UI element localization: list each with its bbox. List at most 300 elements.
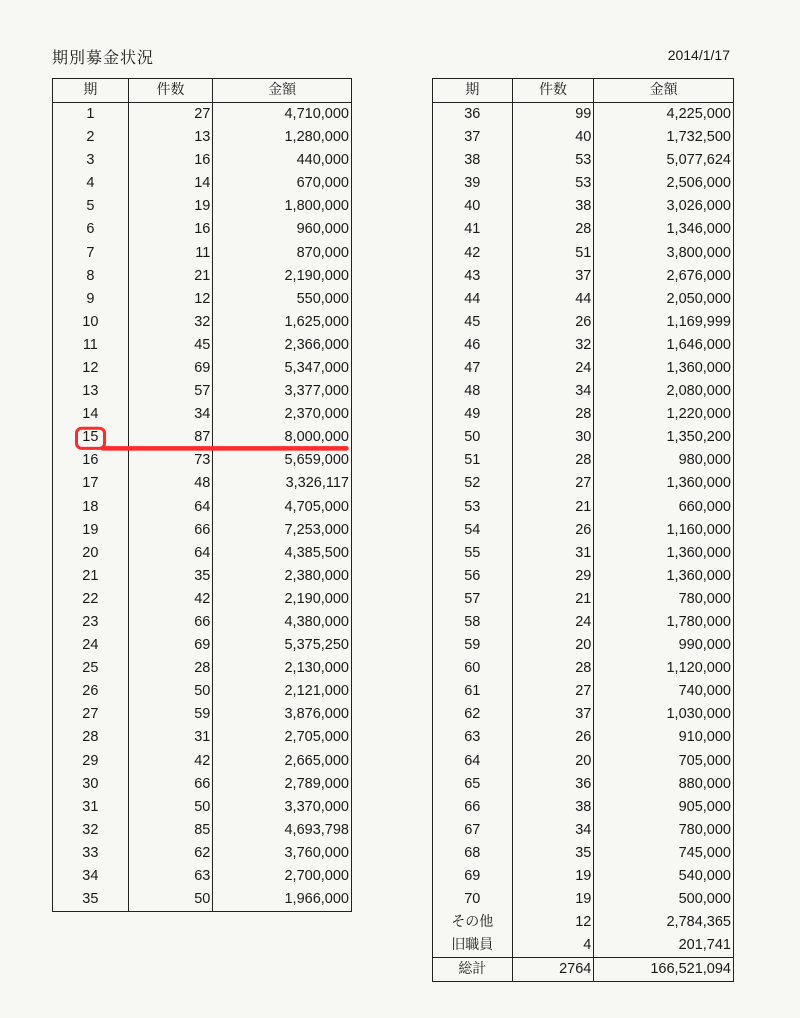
table-row [53, 126, 352, 149]
count-cell: 19 [128, 195, 213, 218]
count-cell: 64 [128, 496, 213, 519]
amount-cell: 960,000 [213, 218, 352, 241]
period-cell: 26 [53, 680, 129, 703]
count-cell: 99 [512, 103, 594, 127]
amount-cell: 780,000 [594, 819, 734, 842]
count-cell: 38 [512, 195, 594, 218]
table-row [53, 842, 352, 865]
count-cell: 19 [512, 865, 594, 888]
period-cell: 33 [53, 842, 129, 865]
amount-cell: 880,000 [594, 773, 734, 796]
amount-cell: 1,346,000 [594, 218, 734, 241]
period-cell: 61 [433, 680, 513, 703]
period-cell: 22 [53, 588, 129, 611]
document-date: 2014/1/17 [667, 47, 730, 63]
total-count: 2764 [512, 958, 594, 982]
amount-cell: 980,000 [594, 449, 734, 472]
count-cell: 50 [128, 796, 213, 819]
count-cell: 29 [512, 565, 594, 588]
count-cell: 53 [512, 172, 594, 195]
amount-cell: 3,876,000 [213, 703, 352, 726]
period-cell: 40 [433, 195, 513, 218]
table-row [433, 611, 734, 634]
count-cell: 51 [512, 241, 594, 264]
column-header-count: 件数 [128, 79, 213, 103]
count-cell: 53 [512, 149, 594, 172]
count-cell: 59 [128, 703, 213, 726]
amount-cell: 1,220,000 [594, 403, 734, 426]
amount-cell: 2,130,000 [213, 657, 352, 680]
count-cell: 28 [512, 218, 594, 241]
table-row [433, 680, 734, 703]
amount-cell: 1,732,500 [594, 126, 734, 149]
period-cell: 3 [53, 149, 129, 172]
table-row [433, 565, 734, 588]
count-cell: 28 [512, 449, 594, 472]
count-cell: 28 [512, 403, 594, 426]
count-cell: 37 [512, 265, 594, 288]
period-cell: 53 [433, 496, 513, 519]
amount-cell: 4,693,798 [213, 819, 352, 842]
total-row [433, 958, 734, 982]
count-cell: 32 [512, 334, 594, 357]
table-row [433, 426, 734, 449]
amount-cell: 4,705,000 [213, 496, 352, 519]
table-row [53, 403, 352, 426]
amount-cell: 540,000 [594, 865, 734, 888]
amount-cell: 2,700,000 [213, 865, 352, 888]
period-cell: 30 [53, 773, 129, 796]
count-cell: 13 [128, 126, 213, 149]
count-cell: 19 [512, 888, 594, 911]
period-cell: 21 [53, 565, 129, 588]
count-cell: 42 [128, 750, 213, 773]
amount-cell: 1,966,000 [213, 888, 352, 912]
period-cell: 64 [433, 750, 513, 773]
amount-cell: 1,625,000 [213, 311, 352, 334]
column-header-amount: 金額 [213, 79, 352, 103]
amount-cell: 2,676,000 [594, 265, 734, 288]
amount-cell: 660,000 [594, 496, 734, 519]
amount-cell: 3,026,000 [594, 195, 734, 218]
table-row [433, 634, 734, 657]
period-cell: 59 [433, 634, 513, 657]
period-cell: 46 [433, 334, 513, 357]
count-cell: 38 [512, 796, 594, 819]
table-row [53, 357, 352, 380]
amount-cell: 4,710,000 [213, 103, 352, 127]
amount-cell: 2,784,365 [594, 911, 734, 934]
amount-cell: 2,050,000 [594, 288, 734, 311]
amount-cell: 2,366,000 [213, 334, 352, 357]
table-row [53, 565, 352, 588]
period-cell: 67 [433, 819, 513, 842]
count-cell: 69 [128, 634, 213, 657]
period-cell: 4 [53, 172, 129, 195]
count-cell: 24 [512, 611, 594, 634]
table-row [433, 357, 734, 380]
count-cell: 45 [128, 334, 213, 357]
amount-cell: 5,347,000 [213, 357, 352, 380]
table-row [433, 103, 734, 127]
table-row [433, 865, 734, 888]
period-cell: 8 [53, 265, 129, 288]
period-cell: 42 [433, 241, 513, 264]
count-cell: 28 [128, 657, 213, 680]
count-cell: 85 [128, 819, 213, 842]
period-cell: 12 [53, 357, 129, 380]
table-row [433, 911, 734, 934]
period-cell: 62 [433, 703, 513, 726]
count-cell: 48 [128, 472, 213, 495]
table-row [433, 796, 734, 819]
table-row [433, 842, 734, 865]
amount-cell: 1,646,000 [594, 334, 734, 357]
amount-cell: 1,360,000 [594, 472, 734, 495]
table-row [53, 726, 352, 749]
amount-cell: 3,326,117 [213, 472, 352, 495]
table-row [433, 334, 734, 357]
amount-cell: 670,000 [213, 172, 352, 195]
period-cell: 56 [433, 565, 513, 588]
table-row [433, 819, 734, 842]
count-cell: 34 [128, 403, 213, 426]
table-row [53, 519, 352, 542]
table-row [53, 634, 352, 657]
period-cell: 34 [53, 865, 129, 888]
count-cell: 44 [512, 288, 594, 311]
period-cell: 2 [53, 126, 129, 149]
amount-cell: 1,169,999 [594, 311, 734, 334]
page-title: 期別募金状況 [52, 48, 155, 67]
table-row [53, 888, 352, 912]
count-cell: 35 [128, 565, 213, 588]
count-cell: 36 [512, 773, 594, 796]
table-row [53, 796, 352, 819]
amount-cell: 1,800,000 [213, 195, 352, 218]
amount-cell: 705,000 [594, 750, 734, 773]
count-cell: 57 [128, 380, 213, 403]
amount-cell: 201,741 [594, 934, 734, 958]
amount-cell: 2,506,000 [594, 172, 734, 195]
period-cell: 50 [433, 426, 513, 449]
period-cell: 6 [53, 218, 129, 241]
period-cell: 19 [53, 519, 129, 542]
column-header-period: 期 [53, 79, 129, 103]
amount-cell: 1,360,000 [594, 565, 734, 588]
amount-cell: 905,000 [594, 796, 734, 819]
period-cell: 旧職員 [433, 934, 513, 958]
table-row [433, 888, 734, 911]
table-row [53, 773, 352, 796]
period-cell: 24 [53, 634, 129, 657]
amount-cell: 4,380,000 [213, 611, 352, 634]
amount-cell: 1,780,000 [594, 611, 734, 634]
period-cell: 58 [433, 611, 513, 634]
count-cell: 30 [512, 426, 594, 449]
amount-cell: 7,253,000 [213, 519, 352, 542]
period-cell: 66 [433, 796, 513, 819]
count-cell: 73 [128, 449, 213, 472]
amount-cell: 2,370,000 [213, 403, 352, 426]
table-row [433, 126, 734, 149]
period-cell: 43 [433, 265, 513, 288]
count-cell: 27 [512, 472, 594, 495]
period-cell: 68 [433, 842, 513, 865]
table-row [433, 588, 734, 611]
amount-cell: 5,077,624 [594, 149, 734, 172]
table-row [433, 472, 734, 495]
count-cell: 21 [512, 588, 594, 611]
table-row [433, 241, 734, 264]
count-cell: 20 [512, 750, 594, 773]
amount-cell: 2,121,000 [213, 680, 352, 703]
count-cell: 62 [128, 842, 213, 865]
count-cell: 63 [128, 865, 213, 888]
table-row [53, 449, 352, 472]
table-row [53, 172, 352, 195]
table-row [53, 472, 352, 495]
count-cell: 11 [128, 241, 213, 264]
period-cell: 49 [433, 403, 513, 426]
count-cell: 50 [128, 680, 213, 703]
count-cell: 27 [128, 103, 213, 127]
amount-cell: 550,000 [213, 288, 352, 311]
table-row [433, 496, 734, 519]
period-cell: 31 [53, 796, 129, 819]
amount-cell: 2,380,000 [213, 565, 352, 588]
period-cell: 57 [433, 588, 513, 611]
period-cell: 15 [53, 426, 129, 449]
table-row [53, 657, 352, 680]
amount-cell: 2,705,000 [213, 726, 352, 749]
amount-cell: 2,665,000 [213, 750, 352, 773]
amount-cell: 3,800,000 [594, 241, 734, 264]
period-cell: 37 [433, 126, 513, 149]
count-cell: 40 [512, 126, 594, 149]
period-cell: 47 [433, 357, 513, 380]
table-row [53, 611, 352, 634]
amount-cell: 1,360,000 [594, 542, 734, 565]
table-row [433, 750, 734, 773]
table-row [433, 449, 734, 472]
period-cell: 63 [433, 726, 513, 749]
table-row [53, 103, 352, 127]
table-row [433, 380, 734, 403]
table-row [53, 680, 352, 703]
amount-cell: 740,000 [594, 680, 734, 703]
period-cell: 55 [433, 542, 513, 565]
total-amount: 166,521,094 [594, 958, 734, 982]
period-cell: 38 [433, 149, 513, 172]
amount-cell: 2,789,000 [213, 773, 352, 796]
count-cell: 50 [128, 888, 213, 912]
table-row [433, 311, 734, 334]
period-cell: 45 [433, 311, 513, 334]
table-row [433, 265, 734, 288]
table-row [433, 149, 734, 172]
count-cell: 69 [128, 357, 213, 380]
period-cell: 20 [53, 542, 129, 565]
amount-cell: 780,000 [594, 588, 734, 611]
table-row [433, 172, 734, 195]
count-cell: 31 [128, 726, 213, 749]
count-cell: 32 [128, 311, 213, 334]
count-cell: 64 [128, 542, 213, 565]
amount-cell: 2,080,000 [594, 380, 734, 403]
count-cell: 28 [512, 657, 594, 680]
period-cell: 70 [433, 888, 513, 911]
period-cell: 9 [53, 288, 129, 311]
count-cell: 14 [128, 172, 213, 195]
table-row [53, 195, 352, 218]
table-row [53, 218, 352, 241]
table-row [433, 657, 734, 680]
table-row [433, 703, 734, 726]
count-cell: 35 [512, 842, 594, 865]
count-cell: 66 [128, 773, 213, 796]
period-cell: 54 [433, 519, 513, 542]
period-cell: 52 [433, 472, 513, 495]
amount-cell: 440,000 [213, 149, 352, 172]
period-cell: 44 [433, 288, 513, 311]
period-cell: 11 [53, 334, 129, 357]
amount-cell: 870,000 [213, 241, 352, 264]
period-cell: 36 [433, 103, 513, 127]
period-cell: 7 [53, 241, 129, 264]
period-cell: 14 [53, 403, 129, 426]
period-cell: 25 [53, 657, 129, 680]
amount-cell: 4,385,500 [213, 542, 352, 565]
period-cell: 1 [53, 103, 129, 127]
count-cell: 66 [128, 519, 213, 542]
amount-cell: 910,000 [594, 726, 734, 749]
count-cell: 12 [512, 911, 594, 934]
table-row [53, 819, 352, 842]
table-row [433, 195, 734, 218]
count-cell: 27 [512, 680, 594, 703]
amount-cell: 1,120,000 [594, 657, 734, 680]
table-row [53, 426, 352, 449]
amount-cell: 1,030,000 [594, 703, 734, 726]
count-cell: 31 [512, 542, 594, 565]
table-row [53, 865, 352, 888]
amount-cell: 1,280,000 [213, 126, 352, 149]
table-row [53, 311, 352, 334]
count-cell: 12 [128, 288, 213, 311]
amount-cell: 1,350,200 [594, 426, 734, 449]
count-cell: 21 [512, 496, 594, 519]
table-row [433, 934, 734, 958]
table-row [433, 519, 734, 542]
count-cell: 26 [512, 519, 594, 542]
amount-cell: 8,000,000 [213, 426, 352, 449]
table-row [53, 703, 352, 726]
amount-cell: 3,370,000 [213, 796, 352, 819]
period-cell: 16 [53, 449, 129, 472]
count-cell: 42 [128, 588, 213, 611]
period-cell: 13 [53, 380, 129, 403]
column-header-count: 件数 [512, 79, 594, 103]
table-row [53, 542, 352, 565]
count-cell: 4 [512, 934, 594, 958]
count-cell: 16 [128, 149, 213, 172]
amount-cell: 2,190,000 [213, 588, 352, 611]
period-cell: 32 [53, 819, 129, 842]
count-cell: 34 [512, 380, 594, 403]
amount-cell: 1,160,000 [594, 519, 734, 542]
count-cell: 24 [512, 357, 594, 380]
table-row [433, 726, 734, 749]
table-row [53, 588, 352, 611]
count-cell: 66 [128, 611, 213, 634]
period-cell: 10 [53, 311, 129, 334]
amount-cell: 745,000 [594, 842, 734, 865]
table-row [53, 334, 352, 357]
period-cell: 5 [53, 195, 129, 218]
amount-cell: 990,000 [594, 634, 734, 657]
count-cell: 16 [128, 218, 213, 241]
period-cell: 29 [53, 750, 129, 773]
column-header-period: 期 [433, 79, 513, 103]
table-row [433, 773, 734, 796]
period-cell: 48 [433, 380, 513, 403]
amount-cell: 3,760,000 [213, 842, 352, 865]
table-row [433, 288, 734, 311]
count-cell: 37 [512, 703, 594, 726]
table-row [433, 218, 734, 241]
table-header-row [433, 79, 734, 103]
count-cell: 21 [128, 265, 213, 288]
table-row [53, 750, 352, 773]
count-cell: 26 [512, 726, 594, 749]
amount-cell: 5,375,250 [213, 634, 352, 657]
count-cell: 87 [128, 426, 213, 449]
count-cell: 20 [512, 634, 594, 657]
table-row [433, 403, 734, 426]
amount-cell: 2,190,000 [213, 265, 352, 288]
amount-cell: 1,360,000 [594, 357, 734, 380]
count-cell: 26 [512, 311, 594, 334]
period-cell: 39 [433, 172, 513, 195]
table-row [53, 380, 352, 403]
period-cell: 18 [53, 496, 129, 519]
column-header-amount: 金額 [594, 79, 734, 103]
period-cell: 60 [433, 657, 513, 680]
table-row [433, 542, 734, 565]
amount-cell: 500,000 [594, 888, 734, 911]
period-cell: 28 [53, 726, 129, 749]
donation-table-right [432, 78, 734, 982]
table-header-row [53, 79, 352, 103]
period-cell: 35 [53, 888, 129, 912]
table-row [53, 149, 352, 172]
table-row [53, 288, 352, 311]
period-cell: 69 [433, 865, 513, 888]
table-row [53, 265, 352, 288]
period-cell: 51 [433, 449, 513, 472]
period-cell: その他 [433, 911, 513, 934]
period-cell: 23 [53, 611, 129, 634]
period-cell: 65 [433, 773, 513, 796]
donation-table-left [52, 78, 352, 912]
period-cell: 27 [53, 703, 129, 726]
total-label: 総計 [433, 958, 513, 982]
table-row [53, 241, 352, 264]
period-cell: 17 [53, 472, 129, 495]
table-row [53, 496, 352, 519]
period-cell: 41 [433, 218, 513, 241]
